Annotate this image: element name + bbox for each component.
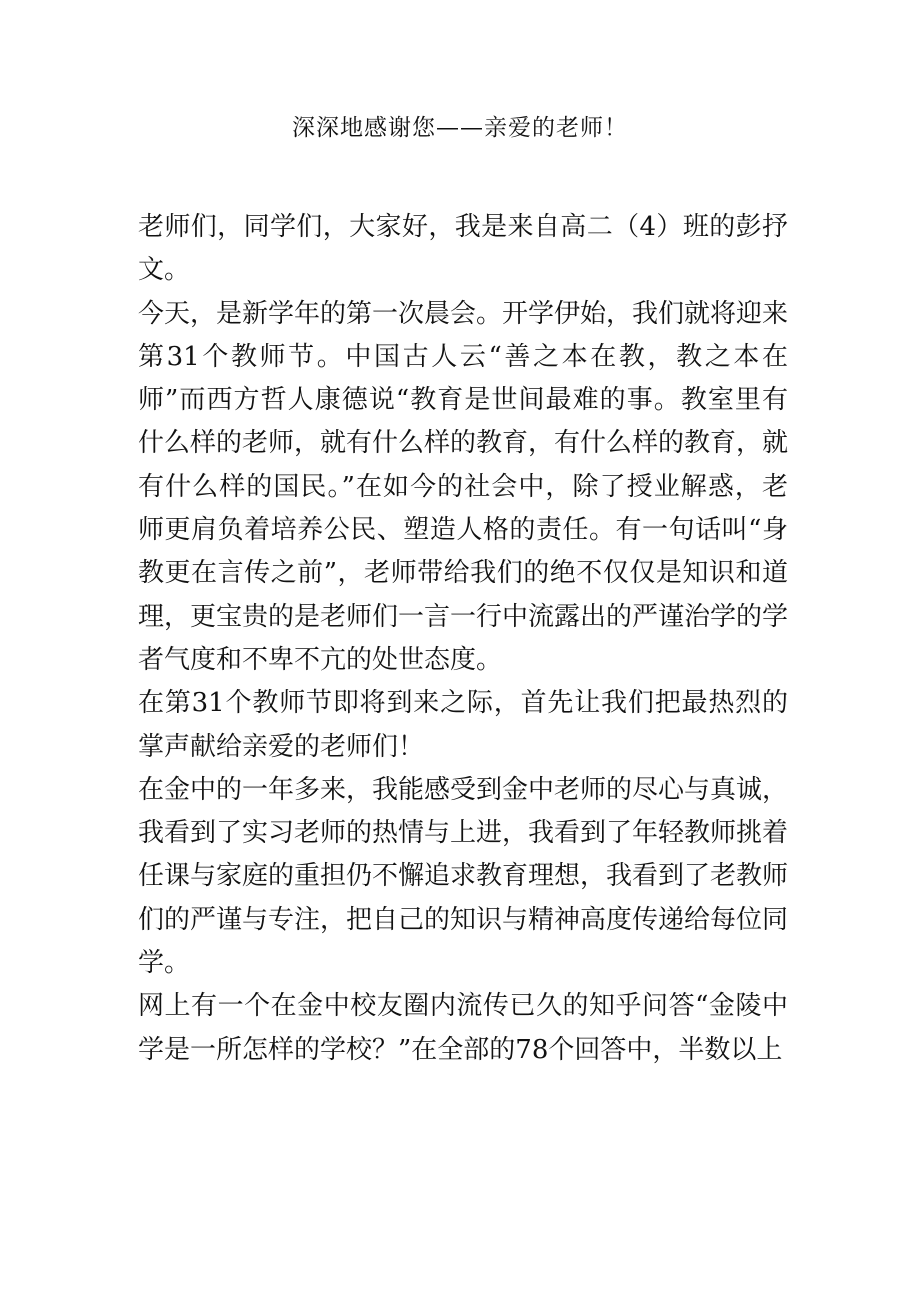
paragraph-zhihu: 网上有一个在金中校友圈内流传已久的知乎问答“金陵中学是一所怎样的学校？”在全部的78个回答中，半数以上 [138, 991, 788, 1065]
document-title: 深深地感谢您——亲爱的老师！ [292, 115, 628, 141]
document-body [138, 206, 788, 1072]
paragraph-experience: 在金中的一年多来，我能感受到金中老师的尽心与真诚，我看到了实习老师的热情与上进，我看到了年轻教师挑着任课与家庭的重担仍不懈追求教育理想，我看到了老教师们的严谨与专注，把自己的知识与精神高度传递给每位同学。 [138, 774, 789, 979]
paragraph-greeting: 老师们，同学们，大家好，我是来自高二（4）班的彭抒文。 [138, 212, 788, 286]
paragraph-teachers-day: 今天，是新学年的第一次晨会。开学伊始，我们就将迎来第31个教师节。中国古人云“善之本在教，教之本在师”而西方哲人康德说“教育是世间最难的事。教室里有什么样的老师，就有什么样的教育，有什么样的教育，就有什么样的国民。”在如今的社会中，除了授业解惑，老师更肩负着培养公民、塑造人格的责任。有一句话叫“身教更在言传之前”，老师带给我们的绝不仅仅是知识和道理，更宝贵的是老师们一言一行中流露出的严谨治学的学者气度和不卑不亢的处世态度。 [138, 298, 789, 675]
paragraph-applause: 在第31个教师节即将到来之际，首先让我们把最热烈的掌声献给亲爱的老师们！ [138, 688, 788, 762]
